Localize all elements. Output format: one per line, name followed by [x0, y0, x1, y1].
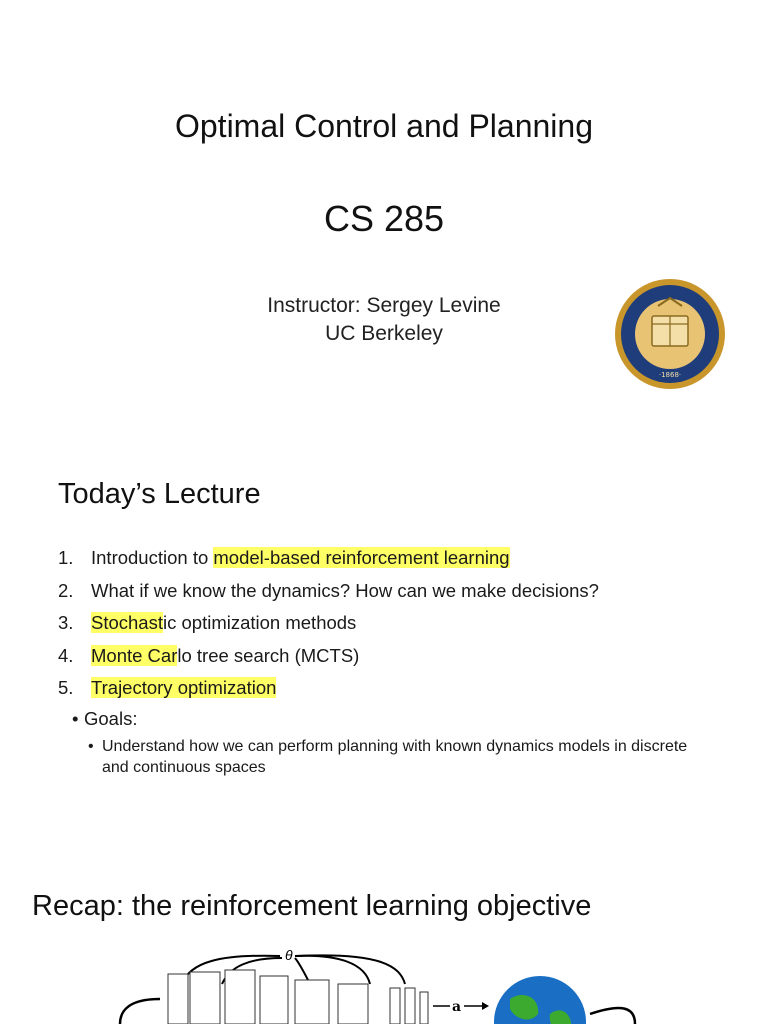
list-item: 3. Stochastic optimization methods: [58, 612, 357, 633]
slide-title: Recap: the reinforcement learning objective: [32, 890, 592, 922]
uc-berkeley-seal-logo: [612, 276, 728, 392]
lecture-outline-slide: [0, 440, 768, 840]
theta-label: θ: [285, 947, 293, 963]
highlight: Stochast: [91, 612, 163, 633]
slide-title: Optimal Control and Planning: [174, 108, 593, 144]
instructor-name: Instructor: Sergey Levine: [267, 294, 501, 317]
highlight: Trajectory optimization: [91, 677, 277, 698]
globe-icon: [494, 976, 586, 1024]
highlight: Monte Car: [91, 644, 178, 666]
list-item: 1. Introduction to model-based reinforcement learning: [58, 547, 510, 568]
action-label: a: [452, 999, 462, 1015]
list-item: 5. Trajectory optimization: [58, 677, 277, 698]
recap-slide: [0, 860, 768, 1024]
slide-title: Today’s Lecture: [58, 478, 261, 510]
title-slide: [0, 0, 768, 430]
svg-text:·1868·: ·1868·: [658, 371, 682, 379]
affiliation: UC Berkeley: [325, 322, 443, 345]
goals-bullet: • Goals:: [72, 708, 138, 729]
goal-item: • Understand how we can perform planning with known dynamics models in discrete and continuous spaces: [88, 738, 688, 776]
list-item: 4. Monte Carlo tree search (MCTS): [58, 644, 360, 666]
highlight: model-based reinforcement learning: [213, 547, 510, 568]
list-item: 2. What if we know the dynamics? How can we make decisions?: [58, 579, 599, 601]
course-code: CS 285: [323, 198, 445, 239]
lecture-topics-list: [58, 544, 599, 707]
policy-network-diagram: [100, 944, 660, 1024]
